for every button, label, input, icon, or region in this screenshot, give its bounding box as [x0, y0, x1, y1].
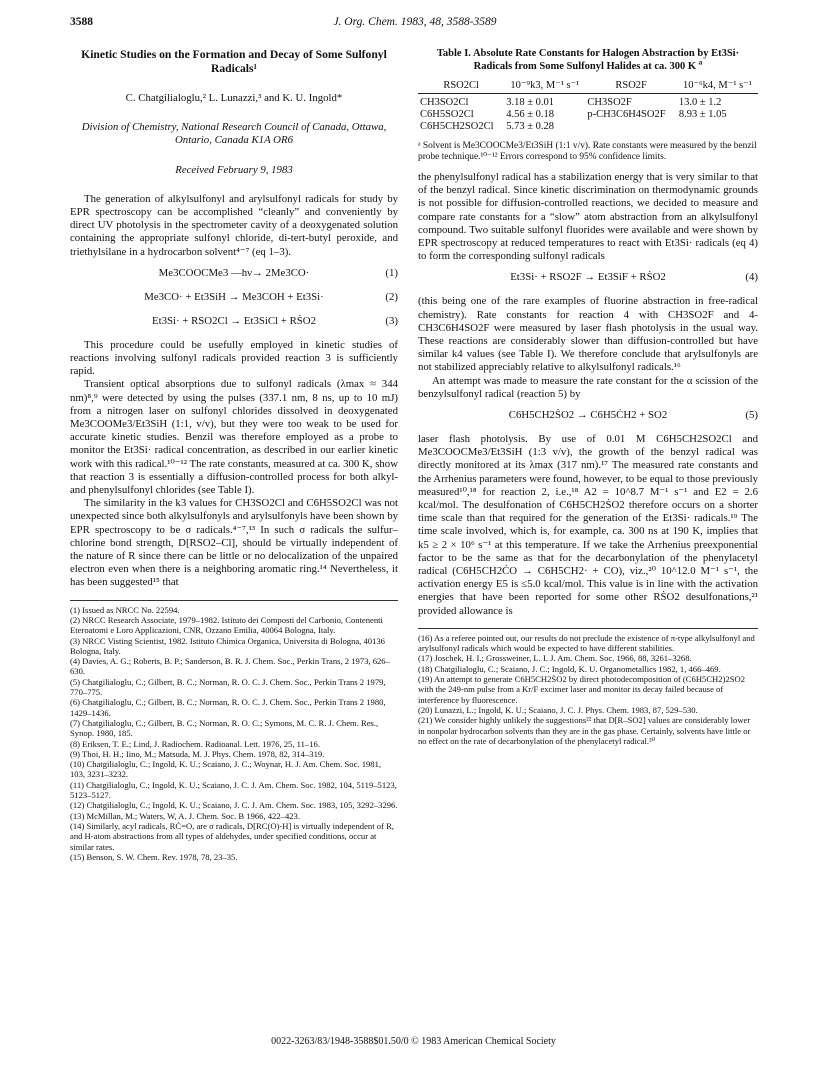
table-cell: C6H5SO2Cl	[420, 109, 474, 120]
footnote: (7) Chatgilialoglu, C.; Gilbert, B. C.; Norman, R. O. C.; Symons, M. C. R. J. Chem. Res., Synop. 1980, 185.	[70, 717, 379, 739]
page-footer: 0022-3263/83/1948-3588$01.50/0 © 1983 American Chemical Society	[271, 1036, 556, 1047]
footnote: (13) McMillan, M.; Waters, W, A. J. Chem. Soc. B 1966, 422–423.	[70, 810, 300, 821]
footnote: (18) Chatgilialoglu, C.; Scaiano, J. C.; Ingold, K. U. Organometallics 1982, 1, 466–469.	[418, 663, 721, 674]
equation-text: Et3Si· + RSO2Cl → Et3SiCl + RṠO2	[152, 314, 316, 327]
table-cell: 13.0 ± 1.2	[678, 97, 722, 108]
equation-number: (3)	[385, 314, 398, 327]
footnote: (12) Chatgilialoglu, C.; Ingold, K. U.; Scaiano, J. C. J. Am. Chem. Soc. 1983, 105, 3292–3296.	[70, 800, 398, 811]
footnote: (6) Chatgilialoglu, C.; Gilbert, B. C.; Norman, R. O. C. J. Chem. Soc., Perkin Trans 2 1980, 1429–1436.	[70, 697, 386, 718]
footnote-divider	[418, 628, 758, 629]
table-row	[418, 109, 758, 121]
footnote: (15) Benson, S. W. Chem. Rev. 1978, 78, 23–35.	[70, 851, 238, 862]
footnote: (14) Similarly, acyl radicals, RĊ=O, are σ radicals, D[RC(O)-H] is virtually independent of R, and H-atom abstractions from all types of aldehydes, under specified conditions, occur at similar rates.	[70, 820, 394, 852]
table-cell: p-CH3C6H4SO2F	[587, 109, 666, 120]
footnote-divider	[70, 600, 398, 601]
table-cell: 4.56 ± 0.18	[506, 109, 555, 120]
footnote: (1) Issued as NRCC No. 22594.	[70, 604, 180, 615]
page-number: 3588	[70, 16, 93, 28]
footnote: (3) NRCC Visting Scientist, 1982. Istituto Chimica Organica, Universita di Bologna, 40136 Bologna, Italy.	[70, 635, 385, 656]
table-cell: CH3SO2F	[587, 97, 632, 108]
page-header	[70, 16, 760, 32]
table-row	[418, 94, 758, 110]
body-paragraph: The similarity in the k3 values for CH3SO2Cl and C6H5SO2Cl was not unexpected since both alkylsulfonyls and arylsulfonyls have been shown by EPR spectroscopy to be σ radicals.⁴⁻⁷,¹³ In such σ radicals the sulfur–chlorine bond strength, D[RSO2–Cl], should be virtually independent of the nature of R since there can be little or no delocalization of the unpaired electron even when there is a neighboring aromatic ring.¹⁴ Nevertheless, it has been suggested¹⁵ that	[70, 497, 398, 589]
body-paragraph: An attempt was made to measure the rate constant for the α scission of the benzylsulfonyl radical (reaction 5) by	[418, 374, 758, 400]
equation-number: (1)	[385, 266, 398, 279]
equation-text: Me3COOCMe3 —hν→ 2Me3CO·	[158, 266, 310, 279]
footnote: (4) Davies, A. G.; Roberts, B. P.; Sanderson, B. R. J. Chem. Soc., Perkin Trans, 2 1973, 626–630.	[70, 656, 390, 677]
table-cell: 3.18 ± 0.01	[506, 97, 555, 108]
equation-number: (5)	[745, 409, 758, 422]
table-cell: 8.93 ± 1.05	[678, 109, 727, 120]
rate-constants-table	[418, 79, 758, 133]
author-list: C. Chatgilialoglu,² L. Lunazzi,³ and K. U. Ingold*	[125, 92, 343, 104]
body-paragraph: This procedure could be usefully employed in kinetic studies of reactions involving sulfonyl radicals provided reaction 3 is sufficiently rapid.	[70, 338, 398, 378]
left-column	[70, 48, 398, 862]
body-paragraph: Transient optical absorptions due to sulfonyl radicals (λmax ≈ 344 nm)⁸,⁹ were detected by using the pulses (337.1 nm, 8 ns, up to 10 mJ) from a nitrogen laser on sulfonyl chlorides dissolved in deoxygenated Me3COOMe3/Et3SiH (1:1, v/v), but they were too weak to be used for accurate kinetic studies. Benzil was therefore employed as a probe to monitor the Et3Si· radical concentration, as described in our earlier kinetic work with this radical.¹⁰⁻¹² The rate constants, measured at ca. 300 K, show that reaction 3 is essentially a diffusion-controlled process for both alkyl- and phenylsulfonyl chlorides (see Table I).	[70, 378, 398, 497]
table-cell: C6H5CH2SO2Cl	[420, 121, 494, 132]
footnote: (9) Thoi, H. H.; Iino, M.; Matsuda, M. J. Phys. Chem. 1978, 82, 314–319.	[70, 748, 325, 759]
footnotes-right	[418, 633, 758, 746]
table-cell: 5.73 ± 0.28	[506, 121, 555, 132]
table-cell	[585, 121, 676, 133]
affiliation: Division of Chemistry, National Research Council of Canada, Ottawa, Ontario, Canada K1A OR6	[81, 121, 387, 147]
footnotes-left	[70, 605, 398, 862]
footnote: (17) Joschek, H. I.; Grossweiner, L. I. J. Am. Chem. Soc. 1966, 88, 3261–3268.	[418, 653, 692, 664]
received-date: Received February 9, 1983	[175, 163, 293, 176]
equation-4	[418, 271, 758, 287]
table-header-cell: 10⁻⁶k4, M⁻¹ s⁻¹	[677, 79, 758, 94]
table-cell	[677, 121, 758, 133]
footnote: (11) Chatgilialoglu, C.; Ingold, K. U.; Scaiano, J. C. J. Am. Chem. Soc. 1982, 104, 5119–5123, 5123–5127.	[70, 779, 397, 801]
equation-text: Me3CO· + Et3SiH → Me3COH + Et3Si·	[144, 290, 324, 303]
footnote: (8) Eriksen, T. E.; Lind, J. Radiochem. Radioanal. Lett. 1976, 25, 11–16.	[70, 738, 320, 749]
body-paragraph: laser flash photolysis. By use of 0.01 M C6H5CH2SO2Cl and Me3COOCMe3/Et3SiH (1:3 v/v), the growth of the benzyl radical was directly monitored at its λmax (317 nm).¹⁷ The measured rate constants and the Arrhenius parameters were found, however, to be equal to those previously measured¹⁰,¹⁸ for reaction 2, i.e.,¹⁸ A2 = 10^8.7 M⁻¹ s⁻¹ and E2 = 2.6 kcal/mol. The desulfonation of C6H5CH2ṠO2 therefore occurs on a shorter time scale than that required for the generation of the Et3Si· radicals.¹⁹ The time scale involved, which is, for example, ca. 300 ns at 190 K, implies that k5 ≥ 2 × 10⁶ s⁻¹ at this temperature. If we take the Arrhenius preexponential factor to be the same as that for the decarbonylation of the phenylacetyl radical (C6H5CH2ĊO → C6H5CH2· + CO), viz.,²⁰ 10^12.0 M⁻¹ s⁻¹, the activation energy E5 is ≤5.0 kcal/mol. This value is in line with the activation energies that have been reported for some other RṠO2 desulfonations,²¹ provided allowance is	[418, 433, 758, 617]
equation-number: (2)	[385, 290, 398, 303]
journal-citation: J. Org. Chem. 1983, 48, 3588-3589	[333, 16, 497, 28]
footnote: (21) We consider highly unlikely the suggestions²² that D[R–SO2] values are considerably lower in nonpolar hydrocarbon solvents than they are in the gas phase. Certainly, solvents have little or no effect on the rate of decarbonylation of the phenylacetyl radical.²⁰	[418, 715, 751, 746]
article-title: Kinetic Studies on the Formation and Decay of Some Sulfonyl Radicals¹	[81, 48, 387, 75]
table-footnote: ᵃ Solvent is Me3COOCMe3/Et3SiH (1:1 v/v). Rate constants were measured by the benzil probe technique.¹⁰⁻¹² Errors correspond to 95% confidence limits.	[418, 141, 757, 162]
table-header-row	[418, 79, 758, 94]
table-header-cell: RSO2F	[585, 79, 676, 94]
body-paragraph: the phenylsulfonyl radical has a stabilization energy that is very similar to that of the benzyl radical. Since kinetic discrimination on thermodynamic grounds is not possible for diffusion-controlled reactions, we decided to measure and compare rate constants for a “slow” atom abstraction from an alkylsulfonyl compound. Two suitable sulfonyl fluorides were available and were shown by EPR spectroscopy at reduced temperatures to react with Et3Si· radicals (eq 4) to form the corresponding sulfonyl radicals	[418, 171, 758, 263]
footnote: (10) Chatgilialoglu, C.; Ingold, K. U.; Scaiano, J. C.; Woynar, H. J. Am. Chem. Soc. 1981, 103, 3231–3232.	[70, 759, 382, 780]
equation-5	[418, 409, 758, 425]
equation-2	[70, 291, 398, 307]
equation-text: Et3Si· + RSO2F → Et3SiF + RṠO2	[510, 271, 666, 284]
equation-1	[70, 267, 398, 283]
table-header-cell: 10⁻⁹k3, M⁻¹ s⁻¹	[504, 79, 585, 94]
footnote: (16) As a referee pointed out, our results do not preclude the existence of π-type alkylsulfonyl and arylsulfonyl radicals which would be expected to have different stabilities.	[418, 632, 755, 654]
body-paragraph: (this being one of the rare examples of fluorine abstraction in free-radical chemistry). Rate constants for reaction 4 with CH3SO2F and 4-CH3C6H4SO2F were measured by laser flash photolysis in the usual way. These reactions are considerably slower than diffusion-controlled but have similar k4 values (see Table I). We therefore conclude that arylsulfonyls are not stabilized appreciably relative to alkylsulfonyl radicals.¹⁶	[418, 295, 758, 374]
equation-text: C6H5CH2ṠO2 → C6H5ĊH2 + SO2	[508, 409, 668, 422]
table-cell: CH3SO2Cl	[420, 97, 469, 108]
equation-3	[70, 315, 398, 331]
footnote: (2) NRCC Research Associate, 1979–1982. Istituto dei Composti del Carbonio, Contenenti Eteroatomi e Loro Applicazioni, CNR, Ozzano Emilia, 40064 Bologna, Italy.	[70, 614, 383, 636]
table-row	[418, 121, 758, 133]
table-header-cell: RSO2Cl	[418, 79, 504, 94]
right-column	[418, 48, 758, 746]
table-caption	[418, 48, 758, 73]
footnote: (19) An attempt to generate C6H5CH2ṠO2 by direct photodecomposition of (C6H5CH2)2SO2 with the 249-nm pulse from a Kr/F excimer laser and monitor its decay failed because of interference by fluorescence.	[418, 674, 745, 705]
equation-number: (4)	[745, 271, 758, 284]
footnote: (5) Chatgilialoglu, C.; Gilbert, B. C.; Norman, R. O. C. J. Chem. Soc., Perkin Trans 2 1979, 770–775.	[70, 676, 386, 698]
body-paragraph: The generation of alkylsulfonyl and arylsulfonyl radicals for study by EPR spectroscopy can be accomplished “cleanly” and conveniently by direct UV photolysis in the spectrometer cavity of a deoxygenated solution containing the appropriate sulfonyl chloride, di-tert-butyl peroxide, and triethylsilane in a hydrocarbon solvent⁴⁻⁷ (eq 1–3).	[70, 192, 398, 258]
table-caption-text: Table I. Absolute Rate Constants for Halogen Abstraction by Et3Si· Radicals from Some Sulfonyl Halides at ca. 300 K	[436, 48, 740, 72]
table-caption-mark: a	[698, 57, 703, 66]
footnote: (20) Lunazzi, L.; Ingold, K. U.; Scaiano, J. C. J. Phys. Chem. 1983, 87, 529–530.	[418, 704, 698, 715]
